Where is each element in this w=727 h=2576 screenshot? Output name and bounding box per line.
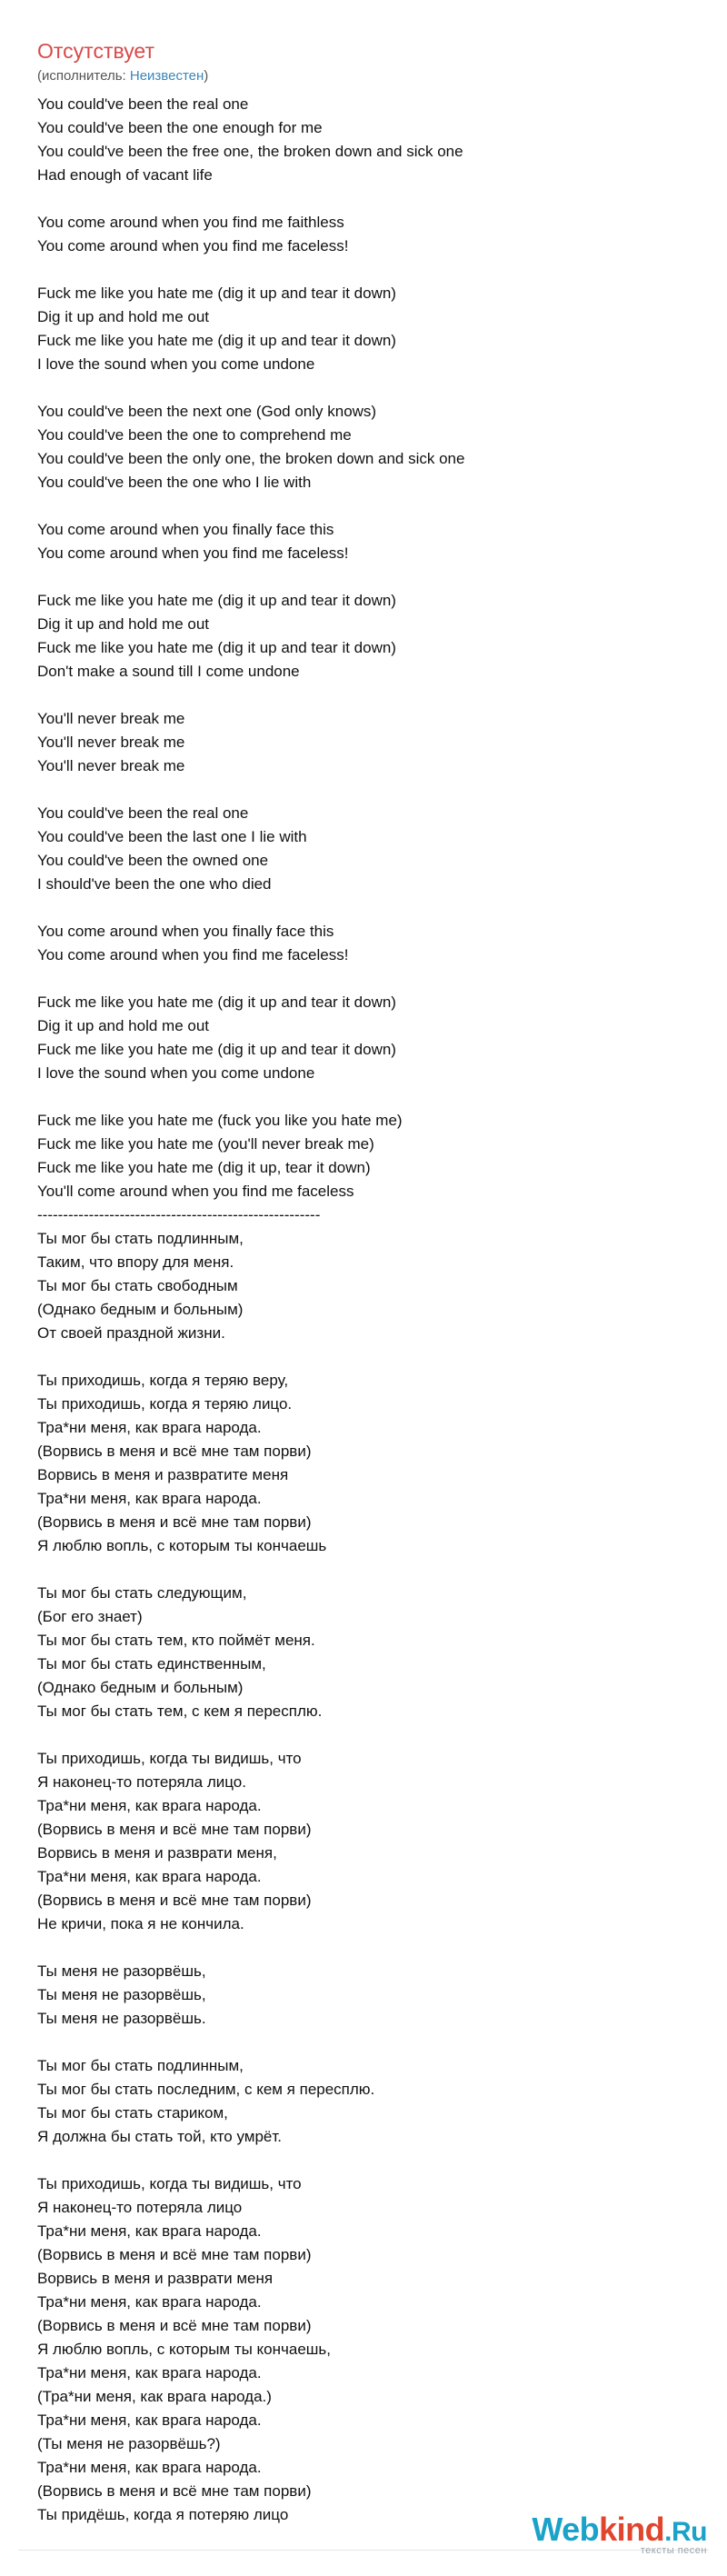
song-title: Отсутствует: [37, 39, 154, 63]
lyric-line: Fuck me like you hate me (dig it up, tear it down): [37, 1159, 371, 1176]
lyric-line: Ты приходишь, когда я теряю лицо.: [37, 1395, 293, 1413]
lyric-line: You could've been the next one (God only knows): [37, 403, 377, 420]
lyric-line: [37, 896, 692, 920]
lyric-line: You'll never break me: [37, 734, 185, 751]
lyric-line: You'll come around when you find me faceless: [37, 1183, 354, 1200]
lyric-line: Fuck me like you hate me (you'll never break me): [37, 1135, 374, 1153]
lyric-line: Ты меня не разорвёшь,: [37, 1986, 206, 2003]
lyric-line: [37, 1723, 692, 1747]
lyric-line: You come around when you find me faceless!: [37, 946, 349, 964]
lyric-line: [37, 967, 692, 991]
lyric-line: Ты мог бы стать подлинным,: [37, 2057, 244, 2074]
lyric-line: You come around when you find me faithless: [37, 214, 344, 231]
lyric-line: Ты меня не разорвёшь.: [37, 2010, 206, 2027]
lyric-line: Я наконец-то потеряла лицо.: [37, 1773, 246, 1791]
logo-kind: kind: [599, 2511, 665, 2548]
song-header: [37, 38, 208, 85]
lyric-line: Я должна бы стать той, кто умрёт.: [37, 2128, 283, 2145]
lyric-line: You come around when you find me faceless!: [37, 544, 349, 562]
lyric-line: Fuck me like you hate me (fuck you like you hate me): [37, 1112, 403, 1129]
lyric-line: Ворвись в меня и разврати меня: [37, 2270, 274, 2287]
lyric-line: Ты мог бы стать последним, с кем я пересплю.: [37, 2081, 375, 2098]
webkind-logo[interactable]: [532, 2511, 707, 2556]
lyric-line: You come around when you finally face this: [37, 521, 334, 538]
lyrics-body: [37, 93, 692, 2527]
lyric-line: (Тра*ни меня, как врага народа.): [37, 2388, 272, 2405]
lyric-line: [37, 2149, 692, 2172]
lyric-line: -------------------------------------------------------: [37, 1206, 321, 1223]
lyric-line: Не кричи, пока я не кончила.: [37, 1915, 244, 1932]
lyric-line: Dig it up and hold me out: [37, 308, 210, 325]
lyric-line: Dig it up and hold me out: [37, 615, 210, 633]
lyric-line: Don't make a sound till I come undone: [37, 663, 300, 680]
lyric-line: (Бог его знает): [37, 1608, 143, 1625]
lyric-line: (Ворвись в меня и всё мне там порви): [37, 1443, 312, 1460]
lyric-line: You could've been the free one, the broken down and sick one: [37, 143, 463, 160]
lyric-line: Тра*ни меня, как врага народа.: [37, 1490, 262, 1507]
lyric-line: (Ворвись в меня и всё мне там порви): [37, 2246, 312, 2263]
lyric-line: [37, 778, 692, 802]
lyric-line: [37, 1558, 692, 1582]
logo-web: Web: [532, 2511, 600, 2548]
lyric-line: [37, 1085, 692, 1109]
lyric-line: Ты мог бы стать следующим,: [37, 1584, 247, 1602]
logo-ru: .Ru: [664, 2517, 707, 2547]
lyric-line: (Ворвись в меня и всё мне там порви): [37, 1821, 312, 1838]
lyric-line: [37, 684, 692, 707]
lyric-line: (Ворвись в меня и всё мне там порви): [37, 2317, 312, 2334]
lyric-line: [37, 258, 692, 282]
lyric-line: Тра*ни меня, как врага народа.: [37, 2293, 262, 2311]
lyric-line: You could've been the one to comprehend me: [37, 426, 352, 444]
lyric-line: [37, 1936, 692, 1960]
lyric-line: [37, 187, 692, 211]
lyric-line: Fuck me like you hate me (dig it up and tear it down): [37, 1041, 396, 1058]
lyric-line: Fuck me like you hate me (dig it up and tear it down): [37, 639, 396, 656]
lyric-line: От своей праздной жизни.: [37, 1324, 225, 1342]
lyric-line: [37, 494, 692, 518]
lyric-line: Ворвись в меня и разврати меня,: [37, 1844, 277, 1862]
lyric-line: Ты мог бы стать единственным,: [37, 1655, 266, 1672]
lyric-line: [37, 1345, 692, 1369]
lyric-line: You could've been the one who I lie with: [37, 474, 312, 491]
lyric-line: (Ты меня не разорвёшь?): [37, 2435, 221, 2452]
lyric-line: Ворвись в меня и развратите меня: [37, 1466, 289, 1483]
lyric-line: Ты мог бы стать подлинным,: [37, 1230, 244, 1247]
lyric-line: Ты меня не разорвёшь,: [37, 1962, 206, 1980]
lyric-line: You come around when you find me faceless!: [37, 237, 349, 255]
lyric-line: (Однако бедным и больным): [37, 1679, 244, 1696]
lyric-line: You could've been the real one: [37, 95, 249, 113]
lyric-line: [37, 565, 692, 589]
lyric-line: Had enough of vacant life: [37, 166, 213, 184]
lyric-line: Тра*ни меня, как врага народа.: [37, 2459, 262, 2476]
lyric-line: Ты мог бы стать тем, кто поймёт меня.: [37, 1632, 315, 1649]
lyric-line: Я люблю вопль, с которым ты кончаешь: [37, 1537, 327, 1554]
lyric-line: (Ворвись в меня и всё мне там порви): [37, 1892, 312, 1909]
lyric-line: Тра*ни меня, как врага народа.: [37, 1419, 262, 1436]
lyric-line: Тра*ни меня, как врага народа.: [37, 1797, 262, 1814]
lyric-line: Fuck me like you hate me (dig it up and tear it down): [37, 993, 396, 1011]
lyric-line: (Ворвись в меня и всё мне там порви): [37, 1513, 312, 1531]
lyric-line: You come around when you finally face this: [37, 923, 334, 940]
lyric-line: I should've been the one who died: [37, 875, 272, 893]
logo-tagline: тексты песен: [640, 2545, 707, 2556]
lyric-line: You could've been the only one, the broken down and sick one: [37, 450, 465, 467]
lyric-line: Тра*ни меня, как врага народа.: [37, 1868, 262, 1885]
lyric-line: You could've been the one enough for me: [37, 119, 323, 136]
lyric-line: Тра*ни меня, как врага народа.: [37, 2222, 262, 2240]
lyric-line: Ты мог бы стать стариком,: [37, 2104, 228, 2122]
lyric-line: You could've been the owned one: [37, 852, 269, 869]
artist-line: [37, 67, 208, 85]
lyric-line: [37, 376, 692, 400]
lyric-line: I love the sound when you come undone: [37, 1064, 315, 1082]
lyric-line: Fuck me like you hate me (dig it up and tear it down): [37, 285, 396, 302]
lyric-line: Ты мог бы стать свободным: [37, 1277, 238, 1294]
lyric-line: Ты приходишь, когда ты видишь, что: [37, 2175, 302, 2192]
lyric-line: Dig it up and hold me out: [37, 1017, 210, 1034]
artist-prefix: (исполнитель:: [37, 68, 130, 84]
lyric-line: Я наконец-то потеряла лицо: [37, 2199, 243, 2216]
lyric-line: (Ворвись в меня и всё мне там порви): [37, 2482, 312, 2500]
logo-wordmark: [532, 2511, 707, 2549]
lyric-line: Ты приходишь, когда я теряю веру,: [37, 1372, 289, 1389]
lyric-line: Fuck me like you hate me (dig it up and tear it down): [37, 332, 396, 349]
lyric-line: You'll never break me: [37, 757, 185, 774]
artist-suffix: ): [204, 68, 209, 84]
lyric-line: Тра*ни меня, как врага народа.: [37, 2364, 262, 2381]
lyric-line: Ты мог бы стать тем, с кем я пересплю.: [37, 1702, 323, 1720]
lyric-line: Тра*ни меня, как врага народа.: [37, 2411, 262, 2429]
lyric-line: Ты придёшь, когда я потеряю лицо: [37, 2506, 289, 2523]
lyric-line: [37, 2031, 692, 2054]
lyric-line: I love the sound when you come undone: [37, 355, 315, 373]
lyric-line: Fuck me like you hate me (dig it up and tear it down): [37, 592, 396, 609]
lyric-line: You could've been the real one: [37, 804, 249, 822]
lyric-line: Ты приходишь, когда ты видишь, что: [37, 1750, 302, 1767]
artist-link[interactable]: Неизвестен: [129, 68, 204, 84]
lyric-line: You'll never break me: [37, 710, 185, 727]
lyric-line: You could've been the last one I lie with: [37, 828, 307, 845]
lyric-line: Таким, что впору для меня.: [37, 1253, 234, 1271]
lyric-line: (Однако бедным и больным): [37, 1301, 244, 1318]
lyric-line: Я люблю вопль, с которым ты кончаешь,: [37, 2341, 332, 2358]
